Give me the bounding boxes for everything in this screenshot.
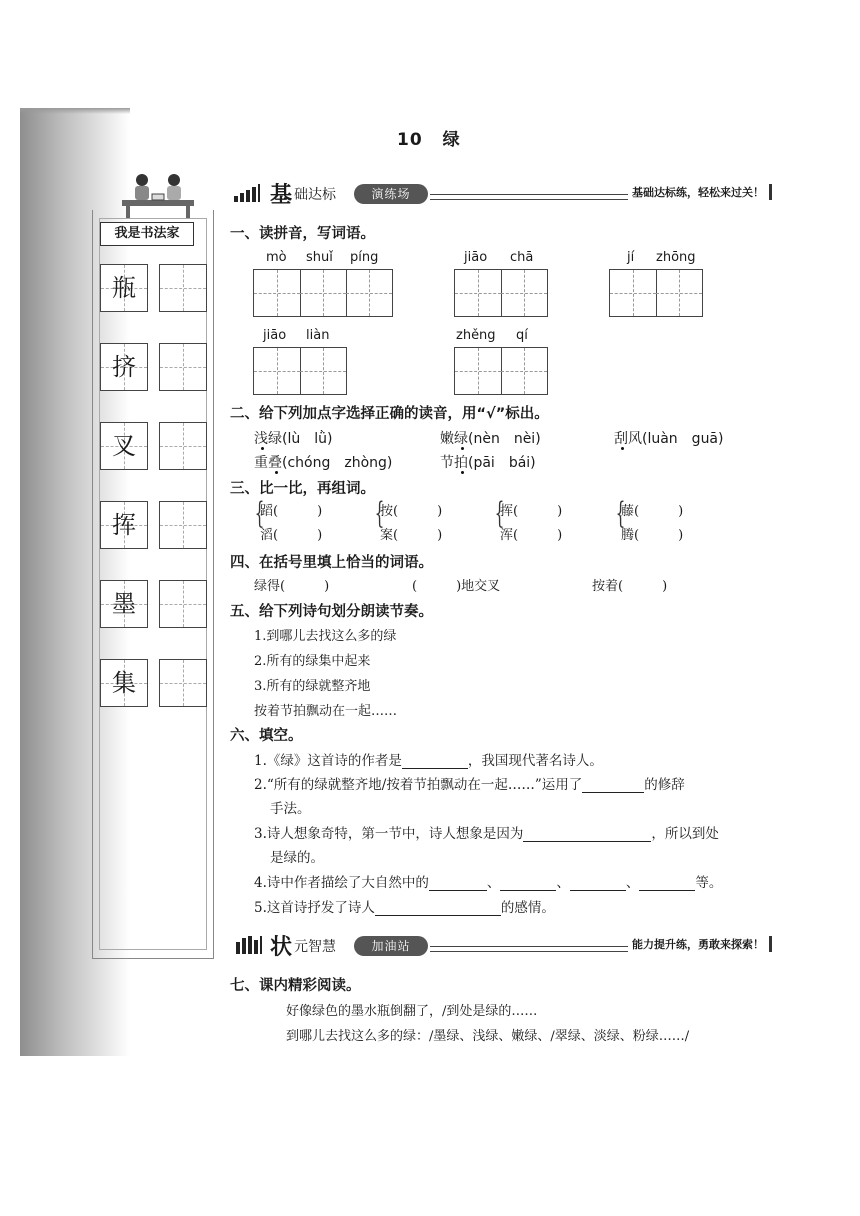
signal-bars-icon [234, 184, 264, 202]
q6-text: 、 [486, 875, 501, 891]
grid-cell[interactable] [501, 348, 547, 394]
poem-line[interactable]: 1.到哪儿去找这么多的绿 [254, 629, 397, 644]
q6-text: 的修辞 [644, 777, 685, 793]
q4-item[interactable]: 绿得( ) [254, 579, 330, 594]
banner-slogan: 基础达标练，轻松来过关！ [628, 184, 764, 200]
pinyin: zhōng [656, 250, 696, 265]
calligraphy-char: 瓶 [112, 274, 136, 302]
q6-line-2 [254, 773, 685, 793]
pinyin: chā [510, 250, 534, 265]
calligraphy-char-box [100, 580, 148, 628]
calligraphy-char: 挥 [112, 511, 136, 539]
banner-big-char: 状 [270, 935, 293, 960]
pinyin: zhěng [456, 328, 496, 343]
q2-item[interactable]: 刮风(luàn guā) [614, 431, 724, 447]
answer-blank[interactable] [429, 876, 487, 891]
calligraphy-char: 墨 [112, 590, 136, 618]
q6-text: 3.诗人想象奇特，第一节中，诗人想象是因为 [254, 826, 524, 842]
grid-cell[interactable] [254, 348, 301, 394]
calligraphy-char-box [100, 264, 148, 312]
q3-word[interactable]: 浑( ) [500, 528, 563, 543]
calligraphy-char-box [100, 501, 148, 549]
q6-heading: 六、填空。 [230, 728, 303, 744]
calligraphy-heading: 我是书法家 [100, 222, 194, 246]
grid-cell[interactable] [656, 270, 702, 316]
grid-cell[interactable] [455, 348, 502, 394]
reading-line: 到哪儿去找这么多的绿：/墨绿、浅绿、嫩绿、/翠绿、淡绿、粉绿……/ [286, 1029, 690, 1044]
q6-text: ，我国现代著名诗人。 [467, 753, 603, 769]
q6-text: 、 [625, 875, 640, 891]
q6-text: 手法。 [270, 801, 311, 817]
answer-blank[interactable] [375, 901, 501, 916]
q4-item[interactable]: ( )地交叉 [412, 579, 501, 594]
writing-grid[interactable] [253, 347, 347, 395]
calligraphy-practice-box[interactable] [159, 659, 207, 707]
q3-word[interactable]: 滔( ) [260, 528, 323, 543]
q4-heading: 四、在括号里填上恰当的词语。 [230, 555, 433, 571]
calligraphy-char-box [100, 422, 148, 470]
lesson-name: 绿 [442, 130, 461, 150]
grid-cell[interactable] [300, 348, 346, 394]
q3-heading: 三、比一比，再组词。 [230, 481, 375, 497]
pinyin: píng [350, 250, 379, 265]
q3-word[interactable]: 腾( ) [621, 528, 684, 543]
answer-blank[interactable] [639, 876, 695, 891]
calligraphy-practice-box[interactable] [159, 422, 207, 470]
writing-grid[interactable] [454, 347, 548, 395]
poem-line[interactable]: 2.所有的绿集中起来 [254, 654, 371, 669]
q6-text: 1.《绿》这首诗的作者是 [254, 753, 402, 769]
pinyin: jiāo [464, 250, 488, 265]
grid-cell[interactable] [346, 270, 392, 316]
q6-line-5 [254, 896, 555, 916]
section-banner-advanced [234, 930, 772, 960]
q6-line-3 [254, 822, 719, 842]
q1-heading: 一、读拼音，写词语。 [230, 226, 375, 242]
banner-end-mark [769, 936, 772, 952]
writing-grid[interactable] [609, 269, 703, 317]
banner-big-char: 基 [270, 183, 293, 208]
banner-stamp: 加油站 [354, 936, 428, 956]
brace: { [615, 496, 626, 531]
pinyin: jí [627, 250, 635, 265]
q6-text: 5.这首诗抒发了诗人 [254, 900, 375, 916]
lesson-number: 10 [397, 130, 423, 150]
q6-text: 、 [556, 875, 570, 891]
q6-text: 是绿的。 [270, 850, 324, 866]
banner-slogan: 能力提升练，勇敢来探索！ [628, 936, 764, 952]
q6-text: 4.诗中作者描绘了大自然中的 [254, 875, 429, 891]
q3-word[interactable]: 按( ) [380, 504, 443, 519]
page-edge-top [20, 108, 130, 114]
emphasis-dot [461, 447, 464, 450]
q6-line-4 [254, 871, 722, 891]
answer-blank[interactable] [582, 778, 644, 793]
writing-grid[interactable] [454, 269, 548, 317]
grid-cell[interactable] [455, 270, 502, 316]
writing-grid[interactable] [253, 269, 393, 317]
banner-title: 元智慧 [294, 939, 336, 955]
calligraphy-char: 叉 [112, 432, 136, 460]
answer-blank[interactable] [500, 876, 556, 891]
q6-text: 等。 [695, 875, 723, 891]
q3-word[interactable]: 藤( ) [621, 504, 684, 519]
calligraphy-practice-box[interactable] [159, 580, 207, 628]
pinyin: jiāo [263, 328, 287, 343]
grid-cell[interactable] [300, 270, 347, 316]
grid-cell[interactable] [254, 270, 301, 316]
q6-line-1 [254, 749, 603, 769]
calligraphy-practice-box[interactable] [159, 343, 207, 391]
q2-item[interactable]: 重叠(chóng zhòng) [254, 455, 393, 471]
poem-line[interactable]: 3.所有的绿就整齐地 [254, 679, 371, 694]
q2-item[interactable]: 节拍(pāi bái) [440, 455, 536, 471]
q3-word[interactable]: 挥( ) [500, 504, 563, 519]
banner-title: 础达标 [294, 187, 336, 203]
pinyin: mò [266, 250, 287, 265]
q7-heading: 七、课内精彩阅读。 [230, 978, 361, 994]
q4-item[interactable]: 按着( ) [592, 579, 668, 594]
banner-stamp: 演练场 [354, 184, 428, 204]
answer-blank[interactable] [402, 754, 468, 769]
q6-text: ，所以到处 [651, 826, 719, 842]
calligraphy-char: 集 [112, 669, 136, 697]
pinyin: shuǐ [306, 250, 333, 265]
section-banner-basic [234, 178, 772, 208]
q6-text: 2.“所有的绿就整齐地/按着节拍飘动在一起……”运用了 [254, 777, 583, 793]
calligraphy-char-box [100, 659, 148, 707]
calligraphy-char: 挤 [112, 353, 136, 381]
pinyin: qí [516, 328, 528, 343]
q2-heading: 二、给下列加点字选择正确的读音，用“√”标出。 [230, 406, 549, 422]
emphasis-dot [621, 447, 624, 450]
grid-cell[interactable] [610, 270, 657, 316]
q3-word[interactable]: 蹈( ) [260, 504, 323, 519]
q5-heading: 五、给下列诗句划分朗读节奏。 [230, 604, 433, 620]
answer-blank[interactable] [523, 827, 651, 842]
lesson-title [397, 125, 461, 150]
q3-word[interactable]: 案( ) [380, 528, 443, 543]
emphasis-dot [261, 447, 264, 450]
q2-item[interactable]: 嫩绿(nèn nèi) [440, 431, 541, 447]
banner-end-mark [769, 184, 772, 200]
brace: { [494, 496, 505, 531]
brace: { [254, 496, 265, 531]
emphasis-dot [461, 471, 464, 474]
grid-cell[interactable] [501, 270, 547, 316]
answer-blank[interactable] [570, 876, 626, 891]
brace: { [374, 496, 385, 531]
calligraphy-char-box [100, 343, 148, 391]
pinyin: liàn [306, 328, 330, 343]
calligraphy-practice-box[interactable] [159, 264, 207, 312]
calligraphy-practice-box[interactable] [159, 501, 207, 549]
poem-line[interactable]: 按着节拍飘动在一起…… [254, 704, 398, 719]
q2-item[interactable]: 浅绿(lù lǜ) [254, 431, 333, 447]
emphasis-dot [275, 471, 278, 474]
raised-hand-icon [234, 936, 264, 954]
reading-line: 好像绿色的墨水瓶倒翻了，/到处是绿的…… [286, 1004, 538, 1019]
q6-text: 的感情。 [500, 900, 555, 916]
